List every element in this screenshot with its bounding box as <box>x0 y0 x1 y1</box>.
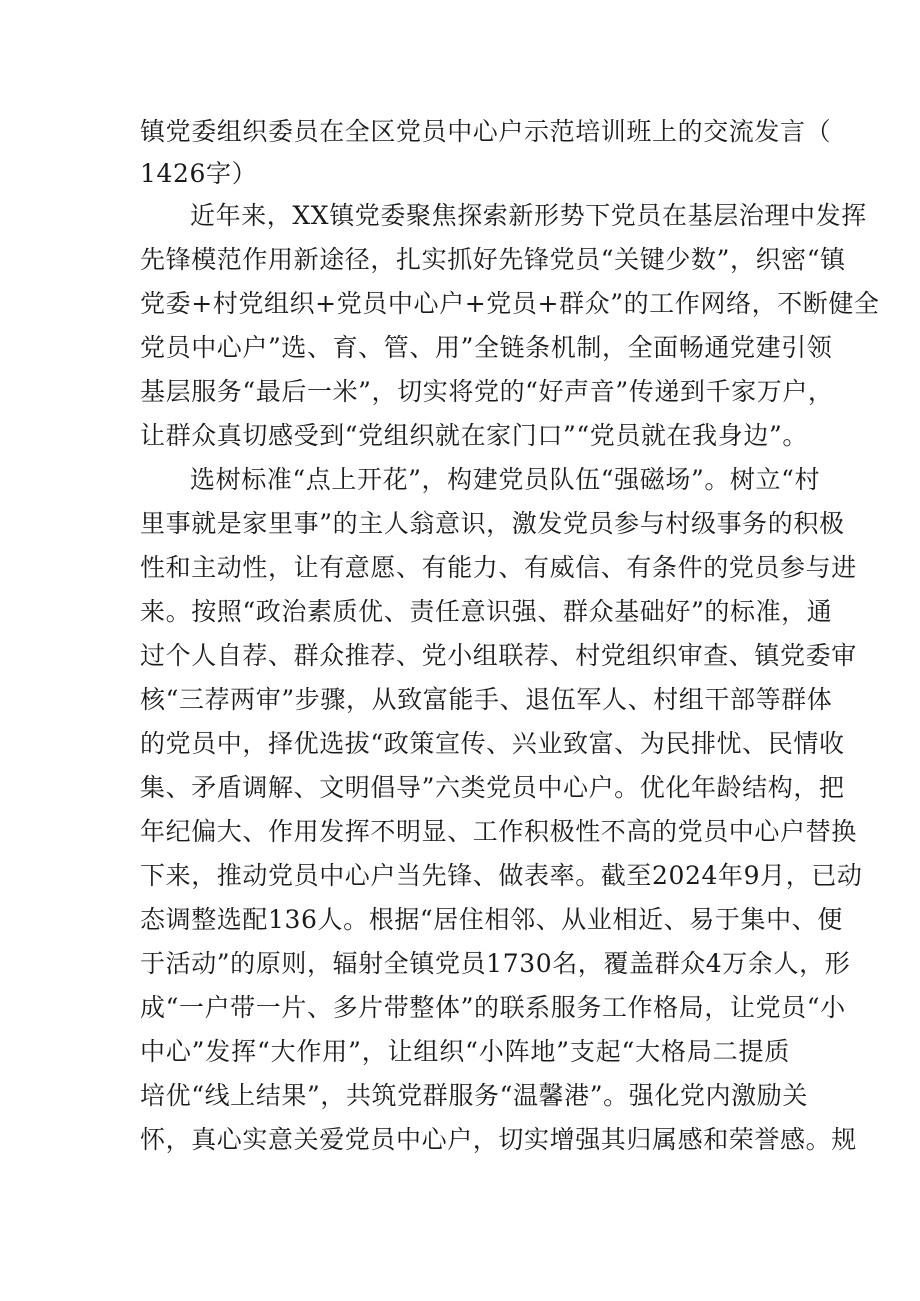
paragraph-2-line-1: 选树标准“点上开花”，构建党员队伍“强磁场”。树立“村 <box>190 465 821 494</box>
paragraph-2-line-3: 性和主动性，让有意愿、有能力、有威信、有条件的党员参与进 <box>140 553 857 582</box>
title-line-2: 1426字） <box>140 159 258 188</box>
paragraph-2-line-5: 过个人自荐、群众推荐、党小组联荐、村党组织审查、镇党委审 <box>140 641 857 670</box>
title-line-1: 镇党委组织委员在全区党员中心户示范培训班上的交流发言（ <box>140 117 832 146</box>
paragraph-2-line-8: 集、矛盾调解、文明倡导”六类党员中心户。优化年龄结构，把 <box>140 773 845 802</box>
paragraph-1-line-2: 先锋模范作用新途径，扎实抓好先锋党员“关键少数”，织密“镇 <box>140 245 846 274</box>
paragraph-1-line-3: 党委+村党组织+党员中心户+党员+群众”的工作网络，不断健全 <box>140 289 880 318</box>
paragraph-2-line-16: 怀，真心实意关爱党员中心户，切实增强其归属感和荣誉感。规 <box>140 1125 857 1154</box>
paragraph-2-line-7: 的党员中，择优选拔“政策宣传、兴业致富、为民排忧、民情收 <box>140 729 845 758</box>
paragraph-1-line-4: 党员中心户”选、育、管、用”全链条机制，全面畅通党建引领 <box>140 333 833 362</box>
paragraph-1-line-5: 基层服务“最后一米”，切实将党的“好声音”传递到千家万户， <box>140 377 834 406</box>
paragraph-2-line-14: 中心”发挥“大作用”，让组织“小阵地”支起“大格局二提质 <box>140 1037 790 1066</box>
paragraph-2-line-11: 态调整选配136人。根据“居住相邻、从业相近、易于集中、便 <box>140 905 843 934</box>
paragraph-1-line-1: 近年来，XX镇党委聚焦探索新形势下党员在基层治理中发挥 <box>190 201 867 230</box>
paragraph-2-line-2: 里事就是家里事”的主人翁意识，激发党员参与村级事务的积极 <box>140 509 845 538</box>
paragraph-2-line-6: 核“三荐两审”步骤，从致富能手、退伍军人、村组干部等群体 <box>140 685 833 714</box>
paragraph-2-line-12: 于活动”的原则，辐射全镇党员1730名，覆盖群众4万余人，形 <box>140 949 851 978</box>
paragraph-2-line-13: 成“一户带一片、多片带整体”的联系服务工作格局，让党员“小 <box>140 993 846 1022</box>
paragraph-2-line-10: 下来，推动党员中心户当先锋、做表率。截至2024年9月，已动 <box>140 861 863 890</box>
paragraph-2-line-9: 年纪偏大、作用发挥不明显、工作积极性不高的党员中心户替换 <box>140 817 857 846</box>
paragraph-1-line-6: 让群众真切感受到“党组织就在家门口”“党员就在我身边”。 <box>140 421 808 450</box>
paragraph-2-line-4: 来。按照“政治素质优、责任意识强、群众基础好”的标准，通 <box>140 597 833 626</box>
paragraph-2-line-15: 培优“线上结果”，共筑党群服务“温馨港”。强化党内激励关 <box>140 1081 808 1110</box>
